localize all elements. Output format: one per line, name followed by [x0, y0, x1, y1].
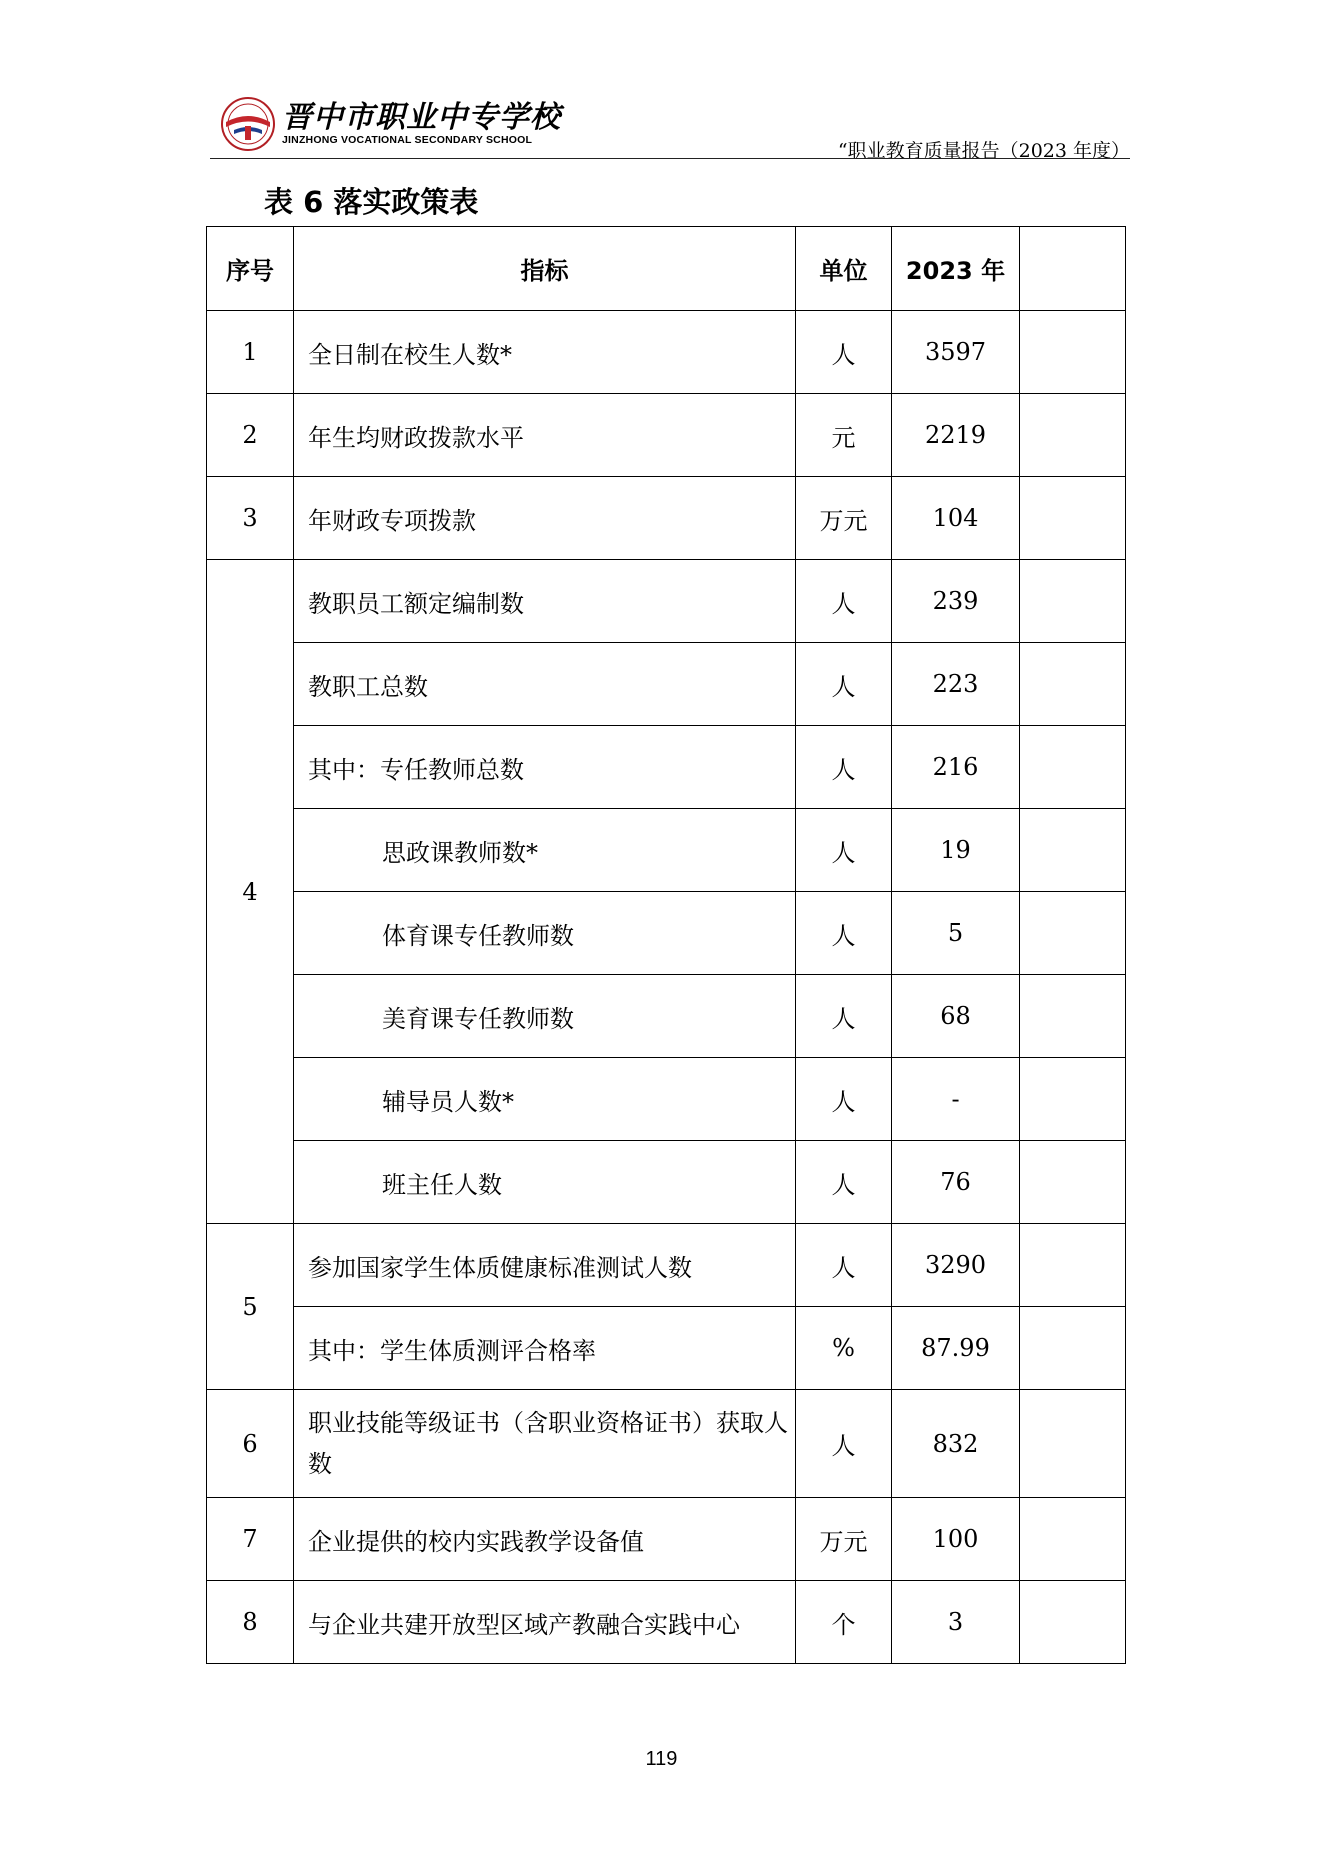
row-extra — [1020, 726, 1126, 809]
table-row — [207, 1498, 1126, 1581]
row-indicator: 参加国家学生体质健康标准测试人数 — [294, 1224, 796, 1307]
row-value: 3 — [892, 1581, 1020, 1664]
table-header-row — [207, 227, 1126, 311]
policy-table — [206, 226, 1126, 1664]
school-name-cn: 晋中市职业中专学校 — [282, 100, 561, 135]
table-row — [207, 560, 1126, 643]
row-indicator: 年财政专项拨款 — [294, 477, 796, 560]
row-value: 5 — [892, 892, 1020, 975]
row-indicator: 班主任人数 — [294, 1141, 796, 1224]
row-value: 87.99 — [892, 1307, 1020, 1390]
row-extra — [1020, 1141, 1126, 1224]
page-number: 119 — [645, 1748, 678, 1770]
row-seq: 4 — [207, 560, 294, 1224]
page-header — [210, 88, 1130, 160]
row-extra — [1020, 809, 1126, 892]
row-indicator: 其中：学生体质测评合格率 — [294, 1307, 796, 1390]
row-value: 832 — [892, 1390, 1020, 1498]
row-seq: 2 — [207, 394, 294, 477]
row-indicator: 企业提供的校内实践教学设备值 — [294, 1498, 796, 1581]
row-extra — [1020, 1224, 1126, 1307]
row-extra — [1020, 1498, 1126, 1581]
row-seq: 7 — [207, 1498, 294, 1581]
row-unit: 人 — [796, 726, 892, 809]
row-value: 223 — [892, 643, 1020, 726]
row-unit: % — [796, 1307, 892, 1390]
row-indicator: 思政课教师数* — [294, 809, 796, 892]
table-row — [207, 394, 1126, 477]
row-extra — [1020, 560, 1126, 643]
row-value: 100 — [892, 1498, 1020, 1581]
table-row — [207, 643, 1126, 726]
row-unit: 元 — [796, 394, 892, 477]
row-value: 104 — [892, 477, 1020, 560]
table-row — [207, 975, 1126, 1058]
header-unit: 单位 — [796, 227, 892, 311]
table-row — [207, 892, 1126, 975]
row-indicator: 辅导员人数* — [294, 1058, 796, 1141]
row-seq: 3 — [207, 477, 294, 560]
row-extra — [1020, 1058, 1126, 1141]
row-unit: 人 — [796, 311, 892, 394]
school-name-en: JINZHONG VOCATIONAL SECONDARY SCHOOL — [282, 134, 533, 146]
row-unit: 人 — [796, 1390, 892, 1498]
row-unit: 人 — [796, 1058, 892, 1141]
row-value: 3290 — [892, 1224, 1020, 1307]
row-seq: 8 — [207, 1581, 294, 1664]
row-seq: 5 — [207, 1224, 294, 1390]
table-title: 表 6 落实政策表 — [264, 185, 479, 219]
row-indicator: 年生均财政拨款水平 — [294, 394, 796, 477]
row-extra — [1020, 1581, 1126, 1664]
row-unit: 个 — [796, 1581, 892, 1664]
row-extra — [1020, 311, 1126, 394]
row-extra — [1020, 1390, 1126, 1498]
row-extra — [1020, 892, 1126, 975]
table-row — [207, 477, 1126, 560]
row-extra — [1020, 477, 1126, 560]
table-row — [207, 1224, 1126, 1307]
table-row — [207, 311, 1126, 394]
table-row — [207, 726, 1126, 809]
row-indicator: 职业技能等级证书（含职业资格证书）获取人数 — [294, 1390, 796, 1498]
row-unit: 人 — [796, 1141, 892, 1224]
row-value: - — [892, 1058, 1020, 1141]
row-unit: 人 — [796, 892, 892, 975]
row-unit: 人 — [796, 643, 892, 726]
row-unit: 人 — [796, 809, 892, 892]
row-extra — [1020, 643, 1126, 726]
row-indicator: 其中：专任教师总数 — [294, 726, 796, 809]
header-extra — [1020, 227, 1126, 311]
row-indicator: 教职员工额定编制数 — [294, 560, 796, 643]
table-row — [207, 1307, 1126, 1390]
row-extra — [1020, 394, 1126, 477]
header-divider — [210, 158, 1130, 159]
row-indicator: 全日制在校生人数* — [294, 311, 796, 394]
row-value: 239 — [892, 560, 1020, 643]
row-value: 68 — [892, 975, 1020, 1058]
row-indicator: 体育课专任教师数 — [294, 892, 796, 975]
row-extra — [1020, 1307, 1126, 1390]
row-unit: 人 — [796, 1224, 892, 1307]
row-seq: 1 — [207, 311, 294, 394]
row-value: 3597 — [892, 311, 1020, 394]
row-indicator: 教职工总数 — [294, 643, 796, 726]
table-row — [207, 809, 1126, 892]
report-title: “职业教育质量报告（2023 年度） — [837, 140, 1130, 162]
row-unit: 人 — [796, 975, 892, 1058]
row-extra — [1020, 975, 1126, 1058]
row-value: 216 — [892, 726, 1020, 809]
row-value: 76 — [892, 1141, 1020, 1224]
header-seq: 序号 — [207, 227, 294, 311]
table-row — [207, 1058, 1126, 1141]
header-indicator: 指标 — [294, 227, 796, 311]
row-value: 2219 — [892, 394, 1020, 477]
row-seq: 6 — [207, 1390, 294, 1498]
school-logo-icon — [220, 96, 276, 152]
table-row — [207, 1581, 1126, 1664]
table-row — [207, 1390, 1126, 1498]
row-indicator: 与企业共建开放型区域产教融合实践中心 — [294, 1581, 796, 1664]
table-row — [207, 1141, 1126, 1224]
row-unit: 人 — [796, 560, 892, 643]
row-unit: 万元 — [796, 1498, 892, 1581]
row-unit: 万元 — [796, 477, 892, 560]
row-value: 19 — [892, 809, 1020, 892]
row-indicator: 美育课专任教师数 — [294, 975, 796, 1058]
header-year: 2023 年 — [892, 227, 1020, 311]
